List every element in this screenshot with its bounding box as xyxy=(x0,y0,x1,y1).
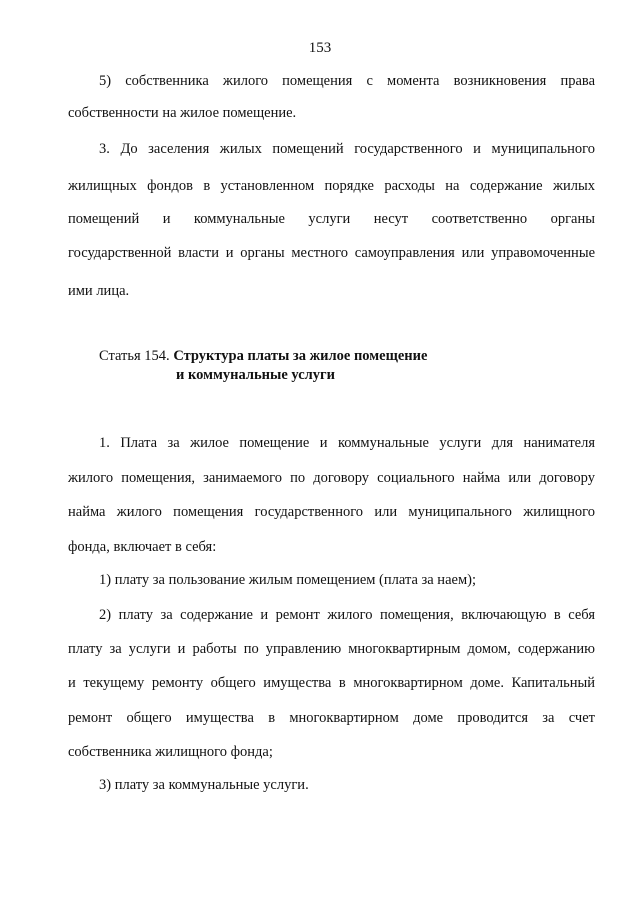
para1-line2: жилого помещения, занимаемого по договору социального найма или договору xyxy=(68,470,595,486)
item3-line: 3) плату за коммунальные услуги. xyxy=(99,777,309,793)
page-number: 153 xyxy=(308,40,332,56)
item2-line5: собственника жилищного фонда; xyxy=(68,744,273,760)
para3-line3: помещений и коммунальные услуги несут соответственно органы xyxy=(68,211,595,227)
item2-line2: плату за услуги и работы по управлению многоквартирным домом, содержанию xyxy=(68,641,595,657)
article-title-second-line xyxy=(176,366,335,385)
para3-line1: 3. До заселения жилых помещений государственного и муниципального xyxy=(99,141,595,157)
article-title-line1: Структура платы за жилое помещение xyxy=(173,348,428,364)
para1-line4: фонда, включает в себя: xyxy=(68,539,217,555)
para1-line3: найма жилого помещения государственного или муниципального жилищного xyxy=(68,504,595,520)
item2-line3: и текущему ремонту общего имущества в многоквартирном доме. Капитальный xyxy=(68,675,595,691)
para1-line1: 1. Плата за жилое помещение и коммунальные услуги для нанимателя xyxy=(99,435,595,451)
para3-line4: государственной власти и органы местного самоуправления или управомоченные xyxy=(68,245,595,261)
article-prefix: Статья 154. xyxy=(99,348,170,364)
item5-line2: собственности на жилое помещение. xyxy=(68,105,297,121)
para3-line5: ими лица. xyxy=(68,283,130,299)
item5-line1: 5) собственника жилого помещения с момента возникновения права xyxy=(99,73,595,89)
article-title-line2: и коммунальные услуги xyxy=(176,367,335,383)
para3-line2: жилищных фондов в установленном порядке расходы на содержание жилых xyxy=(68,178,595,194)
article-heading xyxy=(99,347,427,366)
item2-line1: 2) плату за содержание и ремонт жилого помещения, включающую в себя xyxy=(99,607,595,623)
item1-line: 1) плату за пользование жилым помещением (плата за наем); xyxy=(99,572,476,588)
item2-line4: ремонт общего имущества в многоквартирном доме проводится за счет xyxy=(68,710,595,726)
